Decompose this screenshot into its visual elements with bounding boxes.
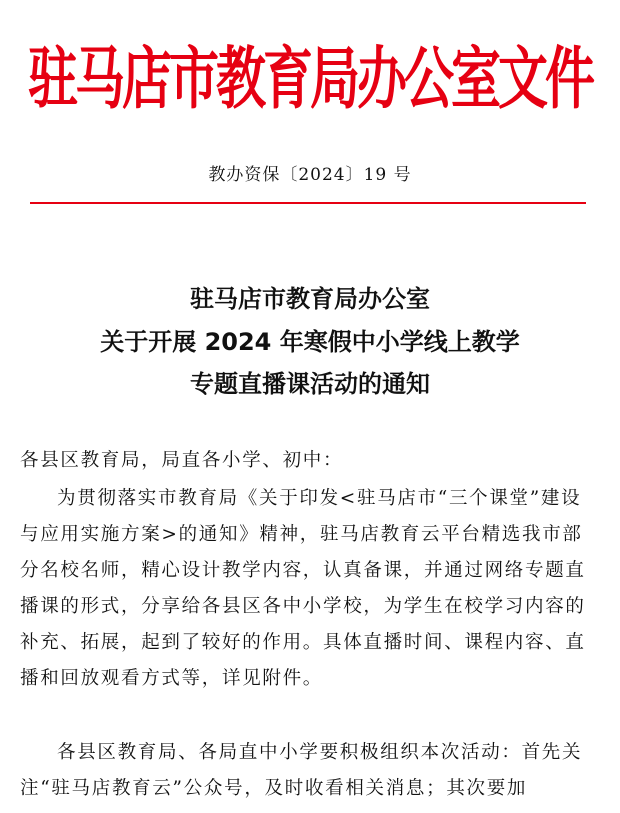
red-divider-line (30, 202, 586, 204)
body-paragraph-2: 各县区教育局、各局直中小学要积极组织本次活动：首先关注“驻马店教育云”公众号，及时收看相关消息；其次要加 (20, 742, 583, 799)
notice-title-line-1: 驻马店市教育局办公室 (190, 285, 430, 313)
document-masthead: 驻马店市教育局办公室文件 (28, 39, 592, 118)
body-paragraph-1: 为贯彻落实市教育局《关于印发<驻马店市“三个课堂”建设与应用实施方案>的通知》精神，驻马店教育云平台精选我市部分名校名师，精心设计教学内容，认真备课，并通过网络专题直播课的形式，分享给各县区各中小学校，为学生在校学习内容的补充、拓展，起到了较好的作用。具体直播时间、课程内容、直播和回放观看方式等，详见附件。 (20, 488, 586, 689)
document-number: 教办资保〔2024〕19 号 (208, 165, 412, 185)
notice-title-line-2: 关于开展 2024 年寒假中小学线上教学 (100, 328, 520, 356)
salutation: 各县区教育局，局直各小学、初中： (20, 450, 344, 471)
notice-title-line-3: 专题直播课活动的通知 (190, 370, 430, 398)
